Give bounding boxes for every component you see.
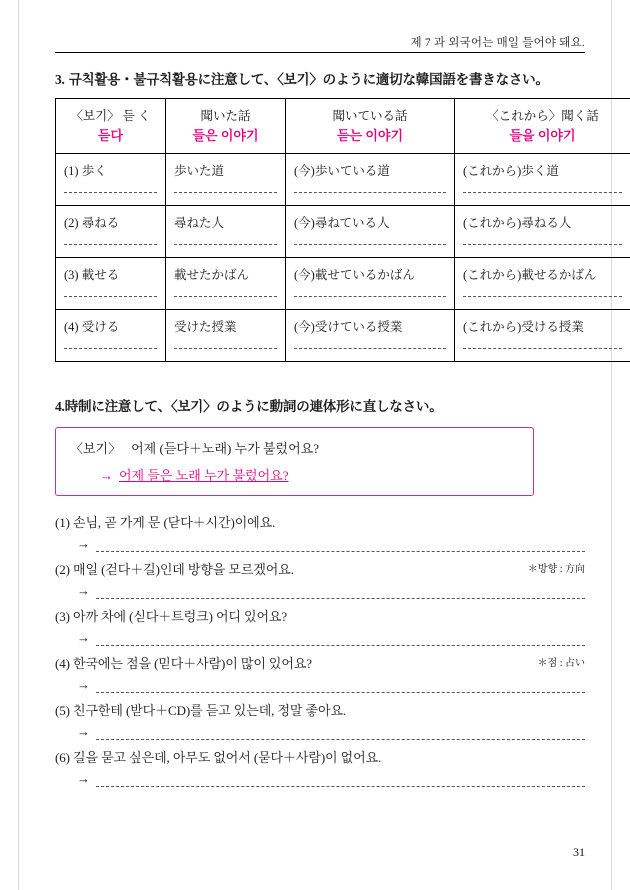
cell-text: (これから)尋ねる人 [463, 215, 572, 230]
write-line[interactable] [294, 348, 446, 349]
question-text [55, 512, 585, 531]
write-line[interactable] [174, 244, 277, 245]
arrow-icon: → [77, 723, 90, 739]
cell-text: (今)歩いている道 [294, 163, 390, 178]
write-line[interactable] [294, 296, 446, 297]
header-label-3: 〈これから〉聞く話 [486, 109, 599, 123]
page-frame-left [18, 0, 19, 890]
cell-text: (2) 尋ねる [64, 215, 120, 230]
table-cell [56, 153, 166, 205]
table-cell [455, 153, 630, 205]
table-row [56, 205, 630, 257]
table-header-cell-2 [286, 99, 455, 154]
cell-text: (3) 載せる [64, 267, 120, 282]
cell-text: (今)載せているかばん [294, 267, 415, 282]
write-line[interactable] [294, 244, 446, 245]
answer-write-line[interactable] [96, 679, 585, 693]
arrow-icon: → [77, 535, 90, 551]
item-number: (4) [55, 655, 70, 671]
list-item [55, 559, 585, 599]
table-header-row [56, 99, 630, 154]
running-header: 제 7 과 외국어는 매일 들어야 돼요. [410, 37, 585, 49]
list-item [55, 606, 585, 646]
table-cell [166, 309, 286, 361]
item-text: 길을 묻고 싶은데, 아무도 없어서 (묻다＋사람)이 없어요. [73, 749, 382, 765]
table-cell [56, 257, 166, 309]
item-note: ＊점 : 占い [537, 657, 585, 669]
example-box [55, 427, 534, 496]
table-cell [455, 309, 630, 361]
answer-write-line[interactable] [96, 585, 585, 599]
table-cell [455, 257, 630, 309]
write-line[interactable] [64, 192, 157, 193]
cell-text: 載せたかばん [174, 267, 250, 282]
example-tag: 〈보기〉 [70, 440, 122, 456]
example-question: 어제 (듣다＋노래) 누가 불렀어요? [131, 440, 319, 456]
section3-title: 규칙활용・불규칙활용に注意して、〈보기〉のように適切な韓国語を書きなさい。 [68, 72, 549, 87]
answer-row [55, 537, 585, 552]
cell-text: 受けた授業 [174, 319, 237, 334]
write-line[interactable] [64, 244, 157, 245]
item-number: (2) [55, 561, 70, 577]
table-cell [286, 153, 455, 205]
answer-row [55, 678, 585, 693]
item-text: 친구한테 (받다＋CD)를 듣고 있는데, 정말 좋아요. [73, 702, 347, 718]
header-answer-2: 듣는 이야기 [336, 128, 404, 143]
answer-row [55, 772, 585, 787]
table-header-cell-3 [455, 99, 630, 154]
table-cell [166, 257, 286, 309]
cell-text: 尋ねた人 [174, 215, 225, 230]
table-cell [56, 309, 166, 361]
table-cell [56, 205, 166, 257]
table-row [56, 257, 630, 309]
section3-number: 3. [55, 72, 65, 87]
item-text: 한국에는 점을 (믿다＋사람)이 많이 있어요? [73, 655, 312, 671]
arrow-icon: → [77, 582, 90, 598]
example-question-line [70, 438, 519, 457]
question-text [55, 747, 585, 766]
exercise-list [55, 512, 585, 787]
header-answer-3: 들을 이야기 [509, 128, 576, 143]
item-text: 매일 (걷다＋길)인데 방향을 모르겠어요. [73, 561, 294, 577]
cell-text: (これから)歩く道 [463, 163, 559, 178]
table-cell [286, 205, 455, 257]
header-label-0: 〈보기〉 듣 く [70, 109, 151, 123]
answer-write-line[interactable] [96, 726, 585, 740]
table-row [56, 153, 630, 205]
table-cell [286, 257, 455, 309]
cell-text: (これから)載せるかばん [463, 267, 597, 282]
table-cell [286, 309, 455, 361]
write-line[interactable] [294, 192, 446, 193]
example-answer: 어제 들은 노래 누가 불렀어요? [119, 467, 289, 483]
table-cell [166, 205, 286, 257]
cell-text: 歩いた道 [174, 163, 225, 178]
item-number: (3) [55, 608, 70, 624]
header-answer-0: 듣다 [97, 128, 124, 143]
cell-text: (今)受けている授業 [294, 319, 403, 334]
table-header-cell-1 [166, 99, 286, 154]
list-item [55, 653, 585, 693]
question-text [55, 700, 585, 719]
header-divider [55, 52, 585, 53]
write-line[interactable] [174, 192, 277, 193]
arrow-icon: → [100, 467, 113, 483]
write-line[interactable] [64, 348, 157, 349]
item-number: (6) [55, 749, 70, 765]
cell-text: (1) 歩く [64, 163, 107, 178]
write-line[interactable] [64, 296, 157, 297]
item-text: 손님, 곧 가게 문 (닫다＋시간)이에요. [73, 514, 276, 530]
cell-text: (これから)受ける授業 [463, 319, 584, 334]
cell-text: (4) 受ける [64, 319, 120, 334]
answer-row [55, 584, 585, 599]
table-header-cell-0 [56, 99, 166, 154]
write-line[interactable] [463, 348, 622, 349]
item-note: ＊방향 : 方向 [527, 563, 585, 575]
question-text [55, 606, 585, 625]
arrow-icon: → [77, 676, 90, 692]
cell-text: (今)尋ねている人 [294, 215, 390, 230]
section4-title: 時制に注意して、〈보기〉のように動詞の連体形に直しなさい。 [64, 398, 443, 414]
page-content [55, 62, 599, 794]
write-line[interactable] [463, 192, 622, 193]
arrow-icon: → [77, 629, 90, 645]
section4-number: 4. [55, 398, 65, 414]
section3-heading [55, 68, 585, 88]
table-cell [166, 153, 286, 205]
item-number: (1) [55, 514, 70, 530]
header-label-2: 聞いている話 [332, 109, 408, 123]
answer-write-line[interactable] [96, 632, 585, 646]
section4-heading [55, 395, 585, 415]
item-text: 아까 차에 (싣다＋트렁크) 어디 있어요? [73, 608, 288, 624]
write-line[interactable] [174, 296, 277, 297]
header-label-1: 聞いた話 [200, 109, 251, 123]
write-line[interactable] [174, 348, 277, 349]
table-row [56, 309, 630, 361]
item-number: (5) [55, 702, 70, 718]
list-item [55, 512, 585, 552]
table-cell [455, 205, 630, 257]
question-text [55, 559, 585, 578]
question-text [55, 653, 585, 672]
write-line[interactable] [463, 244, 622, 245]
example-answer-line [70, 465, 519, 484]
answer-write-line[interactable] [96, 538, 585, 552]
answer-row [55, 631, 585, 646]
arrow-icon: → [77, 770, 90, 786]
answer-write-line[interactable] [96, 773, 585, 787]
header-answer-1: 들은 이야기 [192, 128, 259, 143]
list-item [55, 700, 585, 740]
answer-row [55, 725, 585, 740]
write-line[interactable] [463, 296, 622, 297]
page-number: 31 [573, 845, 585, 859]
conjugation-table [55, 98, 630, 362]
list-item [55, 747, 585, 787]
